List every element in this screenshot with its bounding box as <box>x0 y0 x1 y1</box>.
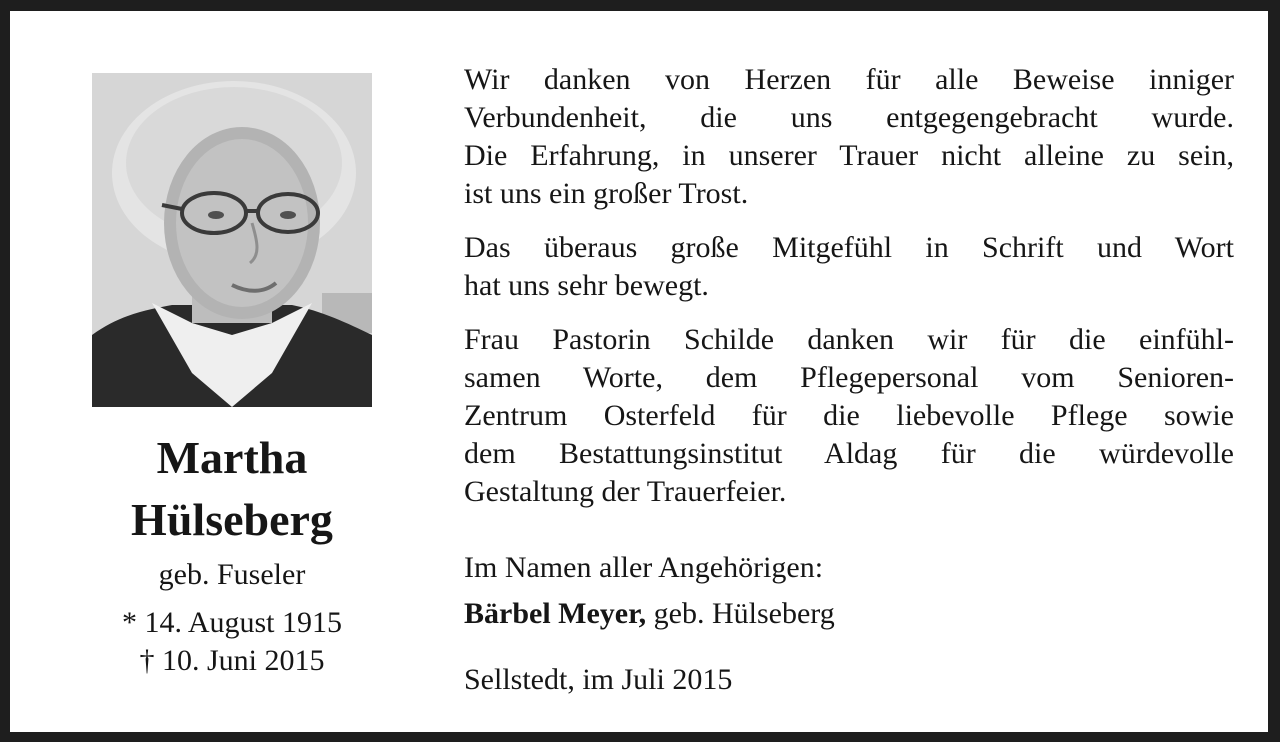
deceased-first-name: Martha <box>156 432 308 483</box>
thanks-paragraph-1 <box>464 61 1234 213</box>
deceased-last-name: Hülseberg <box>131 494 333 545</box>
birth-date: * 14. August 1915 <box>121 606 343 639</box>
signature <box>464 595 1234 633</box>
signature-name: Bärbel Meyer, <box>464 597 647 630</box>
text-line: Zentrum Osterfeld für die liebevolle Pflege sowie <box>464 399 1234 432</box>
obituary-card <box>10 11 1268 732</box>
text-line: Gestaltung der Trauerfeier. <box>464 475 787 508</box>
text-line: Frau Pastorin Schilde danken wir für die einfühl- <box>464 323 1234 356</box>
text-line: Die Erfahrung, in unserer Trauer nicht alleine zu sein, <box>464 139 1234 172</box>
text-line: ist uns ein großer Trost. <box>464 177 749 210</box>
text-line: Das überaus große Mitgefühl in Schrift und Wort <box>464 231 1234 264</box>
text-line: samen Worte, dem Pflegepersonal vom Senioren- <box>464 361 1234 394</box>
text-line: dem Bestattungsinstitut Aldag für die würdevolle <box>464 437 1234 470</box>
place-and-date: Sellstedt, im Juli 2015 <box>464 663 733 696</box>
thanks-paragraph-3 <box>464 321 1234 511</box>
text-line: hat uns sehr bewegt. <box>464 269 709 302</box>
text-line: Wir danken von Herzen für alle Beweise inniger <box>464 63 1234 96</box>
portrait-photo <box>92 73 372 407</box>
thanks-paragraph-2 <box>464 229 1234 305</box>
deceased-maiden-name: geb. Fuseler <box>158 558 306 591</box>
signature-maiden-name: geb. Hülseberg <box>646 597 835 630</box>
text-line: Verbundenheit, die uns entgegengebracht wurde. <box>464 101 1234 134</box>
death-date: † 10. Juni 2015 <box>139 644 325 677</box>
closing-line: Im Namen aller Angehörigen: <box>464 551 824 584</box>
